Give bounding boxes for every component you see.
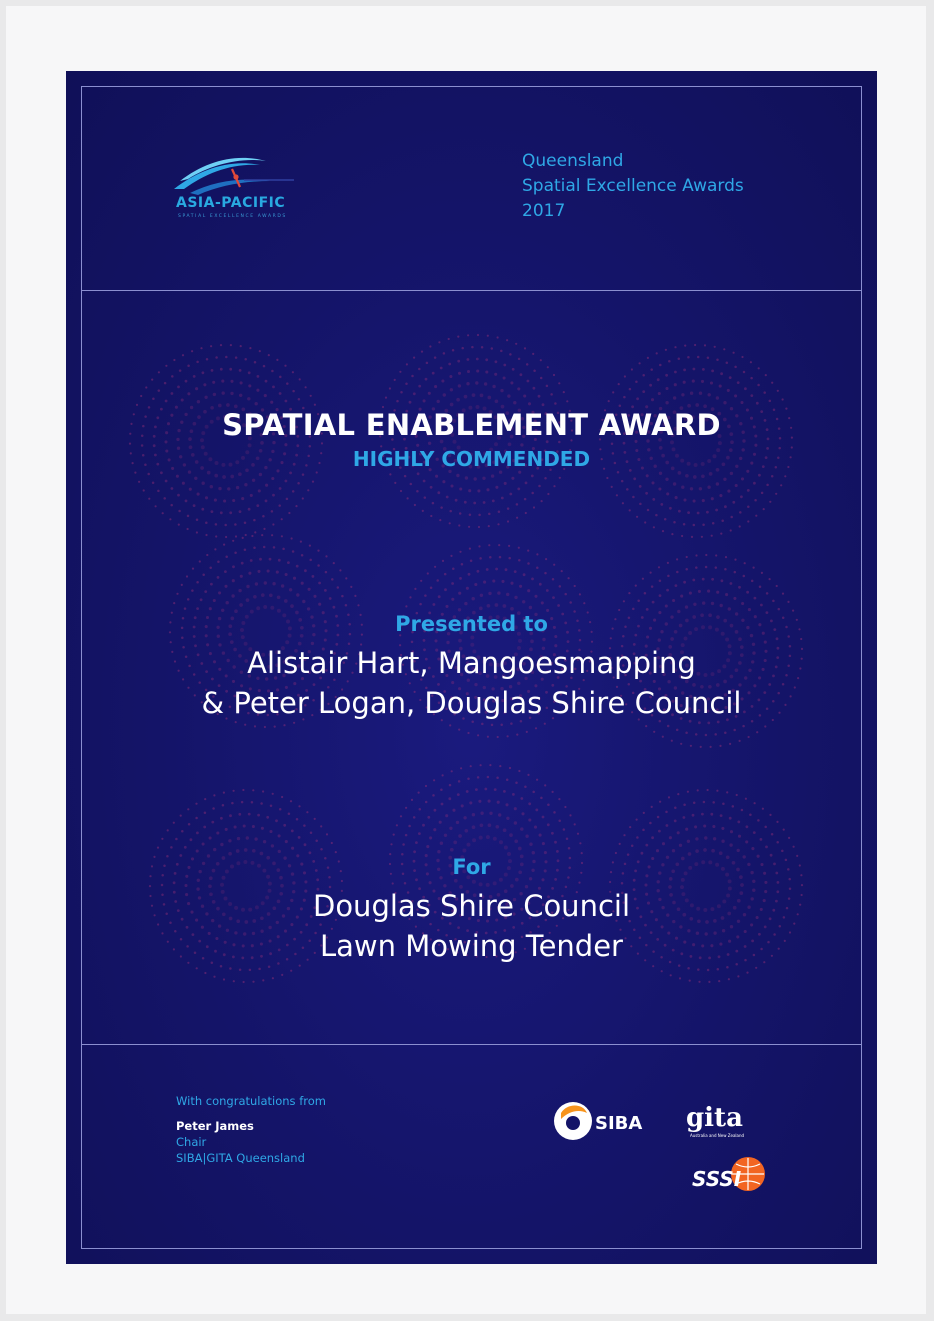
- certificate-sheet: [6, 6, 926, 1314]
- signatory-role: Chair: [176, 1135, 207, 1149]
- sssi-logo: [692, 1154, 770, 1196]
- award-level: HIGHLY COMMENDED: [352, 447, 591, 471]
- event-region: Queensland: [522, 151, 624, 171]
- asia-pacific-logo-tagline: SPATIAL EXCELLENCE AWARDS: [178, 214, 287, 219]
- siba-logo: [553, 1097, 671, 1145]
- certificate-panel: [66, 71, 877, 1264]
- footer-divider: [81, 1044, 862, 1045]
- asia-pacific-logo-text: ASIA-PACIFIC: [176, 195, 286, 211]
- signatory-name: Peter James: [176, 1119, 254, 1133]
- presented-to-label: Presented to: [395, 612, 548, 636]
- project-line-2: Lawn Mowing Tender: [320, 929, 623, 963]
- gita-logo-tagline: Australia and New Zealand: [690, 1133, 745, 1138]
- congratulations-text: With congratulations from: [176, 1094, 326, 1108]
- recipient-line-1: Alistair Hart, Mangoesmapping: [247, 646, 696, 680]
- event-title: [522, 149, 744, 224]
- event-year: 2017: [522, 201, 566, 221]
- siba-logo-text: SIBA: [595, 1113, 643, 1134]
- signatory-organisation: SIBA|GITA Queensland: [176, 1151, 305, 1165]
- recipient-line-2: & Peter Logan, Douglas Shire Council: [201, 686, 742, 720]
- header-divider: [81, 290, 862, 291]
- gita-logo-text: gita: [686, 1103, 743, 1133]
- sssi-logo-text: SSSI: [692, 1167, 742, 1191]
- project-line-1: Douglas Shire Council: [312, 889, 631, 923]
- signatory-block: [176, 1093, 326, 1166]
- event-name: Spatial Excellence Awards: [522, 176, 744, 196]
- award-title: SPATIAL ENABLEMENT AWARD: [222, 408, 721, 442]
- for-label: For: [452, 855, 491, 879]
